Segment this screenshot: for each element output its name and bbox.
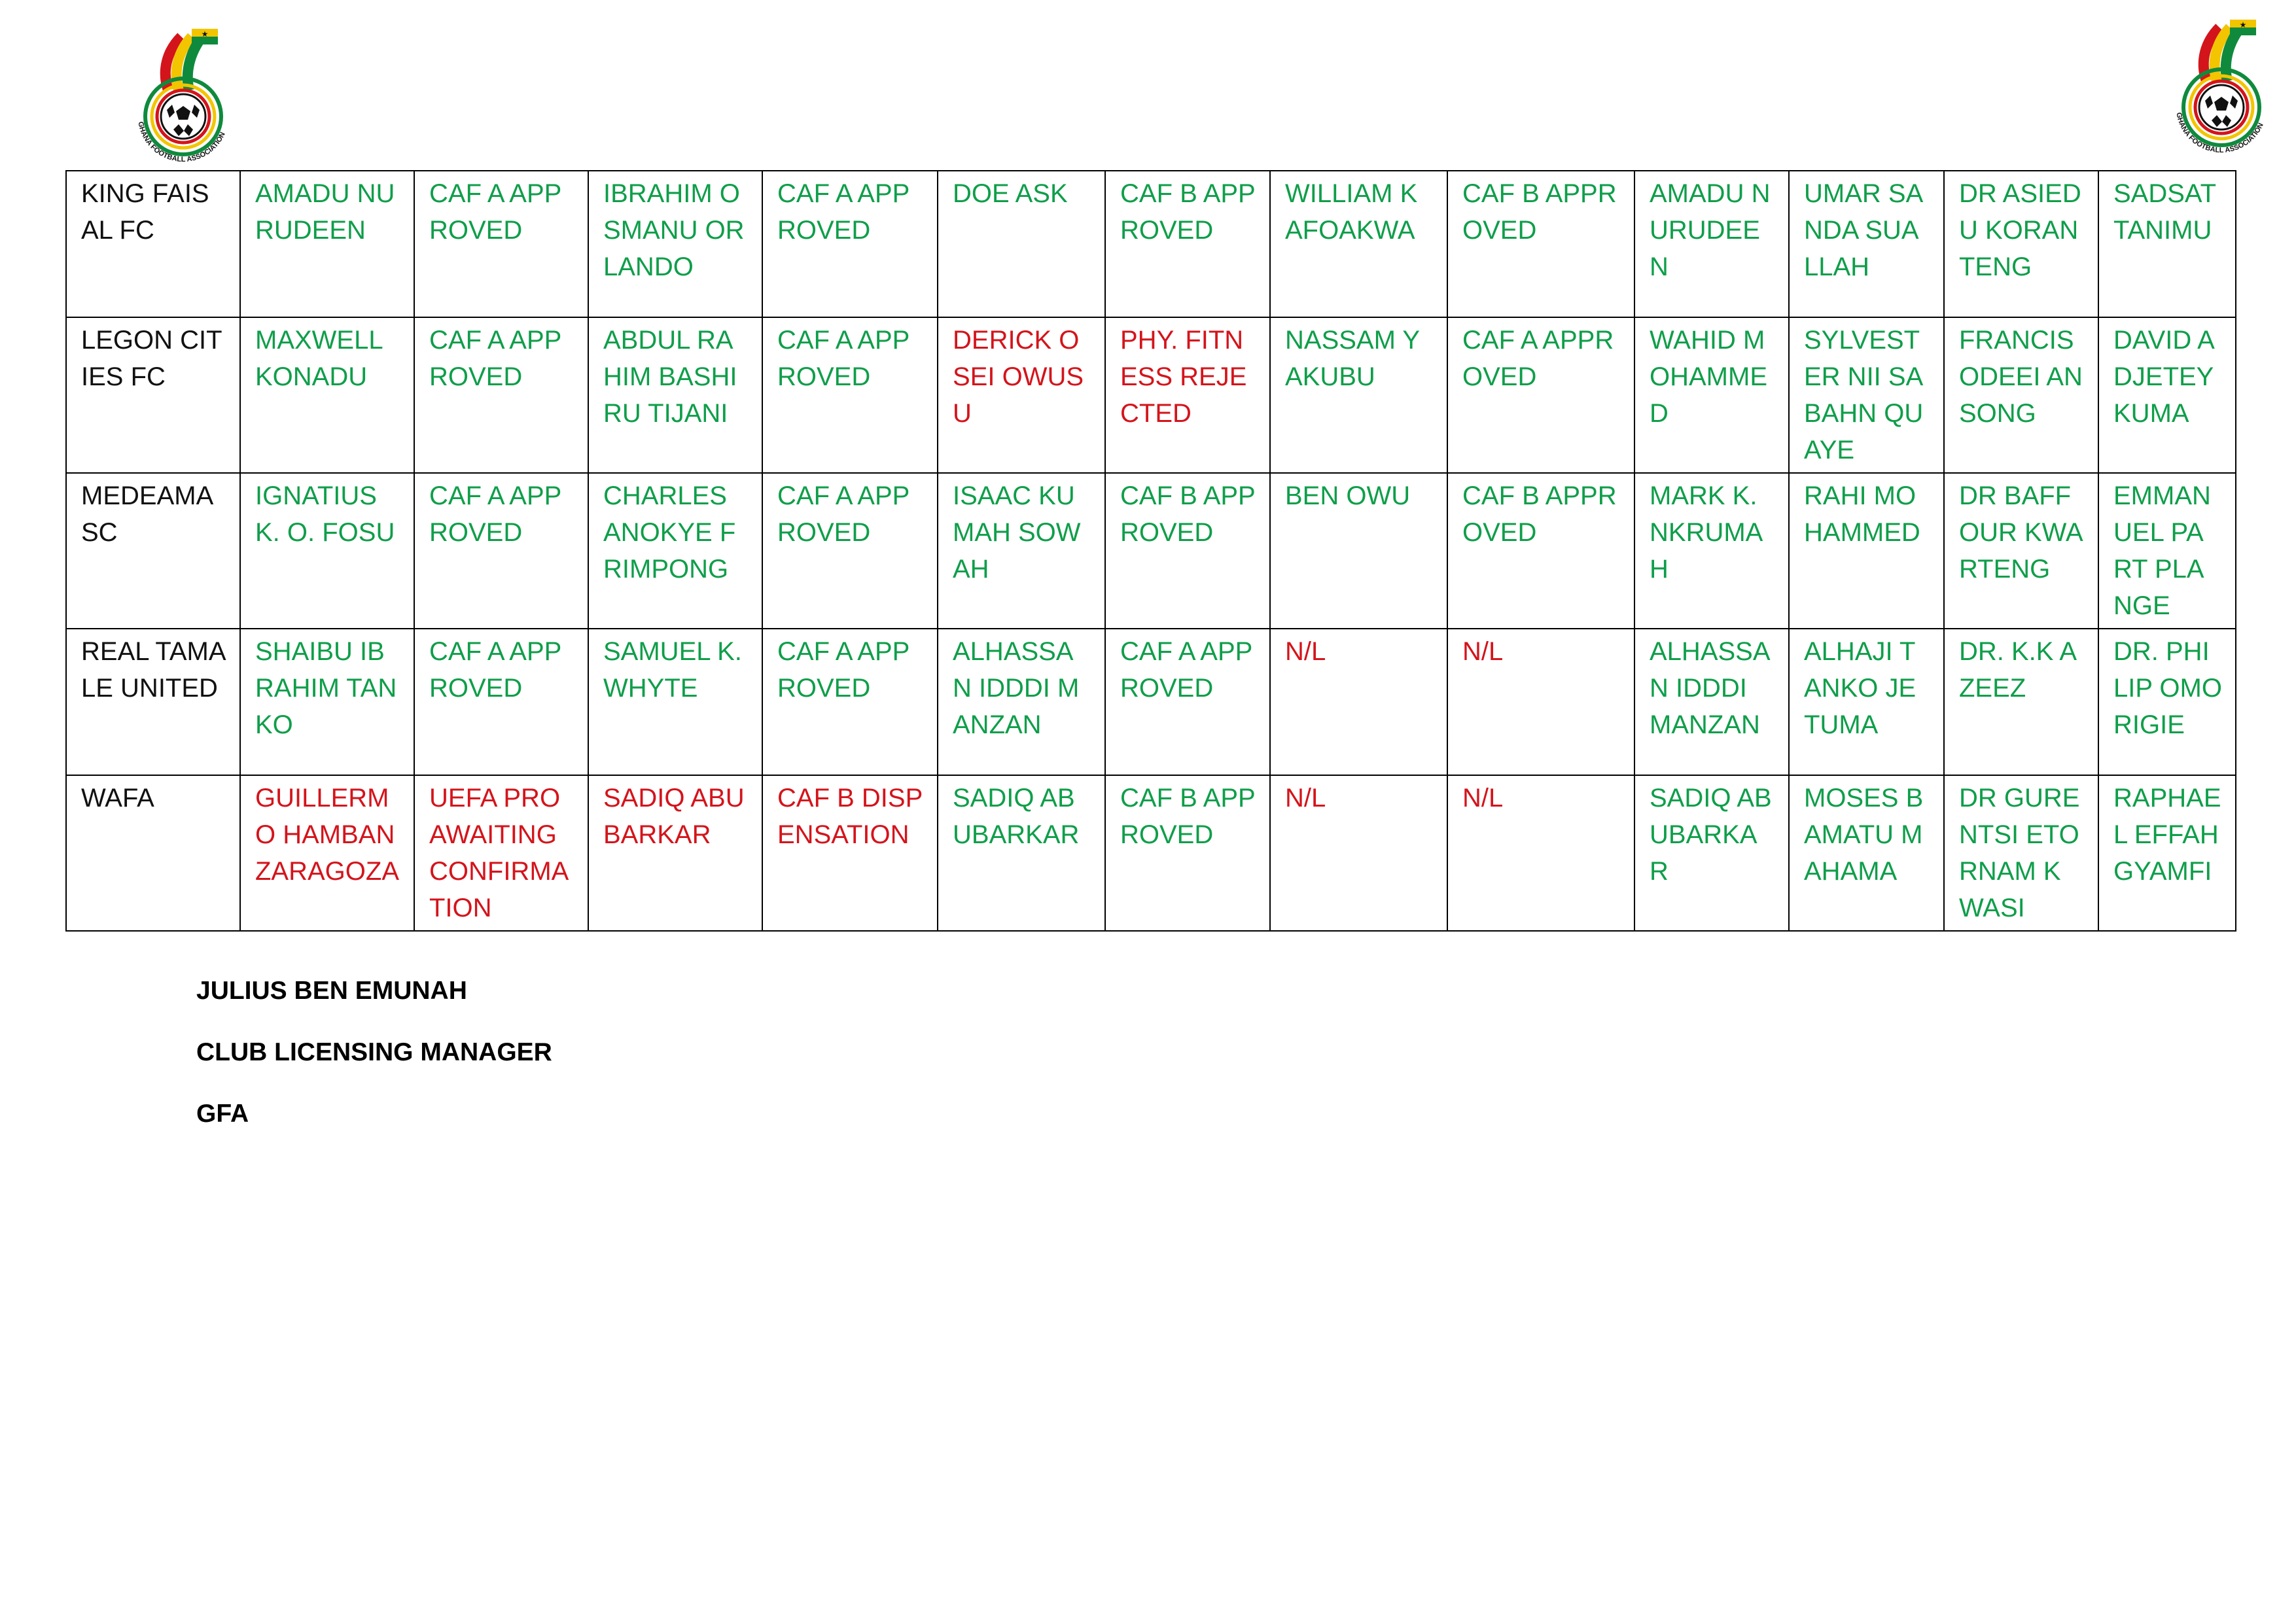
table-cell: CAF A APPROVED	[414, 473, 588, 629]
table-row	[66, 317, 2236, 473]
club-name-cell: REAL TAMALE UNITED	[66, 629, 240, 775]
gfa-logo-right	[2159, 16, 2284, 153]
table-cell: SADIQ ABUBARKAR	[1634, 775, 1789, 931]
table-cell: SADIQ ABUBARKAR	[938, 775, 1105, 931]
table-cell: NASSAM YAKUBU	[1270, 317, 1447, 473]
table-cell: SADSAT TANIMU	[2098, 171, 2236, 317]
gfa-logo-left	[121, 25, 245, 162]
table-cell: CAF A APPROVED	[762, 629, 938, 775]
table-cell: BEN OWU	[1270, 473, 1447, 629]
svg-text:★: ★	[201, 29, 209, 39]
svg-text:GHANA FOOTBALL ASSOCIATION: GHANA FOOTBALL ASSOCIATION	[136, 120, 227, 162]
signatory-title: CLUB LICENSING MANAGER	[196, 1038, 552, 1066]
table-cell: DAVID ADJETEY KUMA	[2098, 317, 2236, 473]
svg-text:GHANA FOOTBALL ASSOCIATION: GHANA FOOTBALL ASSOCIATION	[2174, 111, 2265, 153]
table-cell: DR BAFFOUR KWARTENG	[1944, 473, 2098, 629]
table-cell: CAF A APPROVED	[1105, 629, 1270, 775]
table-cell: WAHID MOHAMMED	[1634, 317, 1789, 473]
signature-block	[196, 971, 552, 1156]
club-name-cell: WAFA	[66, 775, 240, 931]
table-cell: AMADU NURUDEEN	[1634, 171, 1789, 317]
table-cell: CAF A APPROVED	[762, 473, 938, 629]
table-cell: CAF A APPROVED	[414, 629, 588, 775]
table-cell: AMADU NURUDEEN	[240, 171, 414, 317]
table-cell: N/L	[1447, 629, 1634, 775]
table-cell: CHARLES ANOKYE FRIMPONG	[588, 473, 762, 629]
table-cell: DR ASIEDU KORANTENG	[1944, 171, 2098, 317]
table-cell: FRANCIS ODEEI ANSONG	[1944, 317, 2098, 473]
table-cell: ABDUL RAHIM BASHIRU TIJANI	[588, 317, 762, 473]
table-cell: CAF B APPROVED	[1105, 775, 1270, 931]
signatory-name: JULIUS BEN EMUNAH	[196, 977, 467, 1005]
table-cell: CAF B APPROVED	[1447, 473, 1634, 629]
table-cell: CAF A APPROVED	[414, 317, 588, 473]
table-cell: DOE ASK	[938, 171, 1105, 317]
table-cell: IBRAHIM OSMANU ORLANDO	[588, 171, 762, 317]
table-cell: EMMANUEL PART PLANGE	[2098, 473, 2236, 629]
club-name-cell: KING FAISAL FC	[66, 171, 240, 317]
table-cell: MOSES BAMATU MAHAMA	[1789, 775, 1944, 931]
table-cell: CAF B APPROVED	[1105, 473, 1270, 629]
table-cell: N/L	[1270, 775, 1447, 931]
table-cell: DR GURENTSI ETORNAM KWASI	[1944, 775, 2098, 931]
table-cell: DERICK OSEI OWUSU	[938, 317, 1105, 473]
table-cell: PHY. FITNESS REJECTED	[1105, 317, 1270, 473]
table-row	[66, 629, 2236, 775]
table-cell: N/L	[1270, 629, 1447, 775]
table-cell: CAF B DISPENSATION	[762, 775, 938, 931]
table-row	[66, 171, 2236, 317]
table-cell: MAXWELL KONADU	[240, 317, 414, 473]
table-cell: SHAIBU IBRAHIM TANKO	[240, 629, 414, 775]
table-cell: RAPHAEL EFFAH GYAMFI	[2098, 775, 2236, 931]
table-row	[66, 775, 2236, 931]
table-cell: ISAAC KUMAH SOWAH	[938, 473, 1105, 629]
table-cell: UEFA PRO AWAITING CONFIRMATION	[414, 775, 588, 931]
club-licensing-table	[65, 170, 2236, 932]
table-cell: CAF B APPROVED	[1105, 171, 1270, 317]
table-row	[66, 473, 2236, 629]
table-cell: CAF A APPROVED	[414, 171, 588, 317]
table-cell: UMAR SANDA SUALLAH	[1789, 171, 1944, 317]
table-cell: DR. K.K AZEEZ	[1944, 629, 2098, 775]
table-cell: CAF B APPROVED	[1447, 171, 1634, 317]
table-cell: RAHI MOHAMMED	[1789, 473, 1944, 629]
table-cell: SAMUEL K. WHYTE	[588, 629, 762, 775]
signatory-organization: GFA	[196, 1100, 249, 1128]
table-cell: MARK K. NKRUMAH	[1634, 473, 1789, 629]
table-cell: GUILLERMO HAMBAN ZARAGOZA	[240, 775, 414, 931]
table-cell: IGNATIUS K. O. FOSU	[240, 473, 414, 629]
table-cell: ALHASSAN IDDDI MANZAN	[1634, 629, 1789, 775]
club-name-cell: LEGON CITIES FC	[66, 317, 240, 473]
table-cell: DR. PHILIP OMORIGIE	[2098, 629, 2236, 775]
table-cell: WILLIAM K AFOAKWA	[1270, 171, 1447, 317]
club-name-cell: MEDEAMA SC	[66, 473, 240, 629]
table-cell: SADIQ ABUBARKAR	[588, 775, 762, 931]
table-cell: CAF A APPROVED	[762, 317, 938, 473]
table-cell: SYLVESTER NII SABAHN QUAYE	[1789, 317, 1944, 473]
table-body	[66, 171, 2236, 931]
svg-text:★: ★	[2239, 20, 2247, 29]
table-cell: ALHASSAN IDDDI MANZAN	[938, 629, 1105, 775]
table-cell: N/L	[1447, 775, 1634, 931]
table-cell: CAF A APPROVED	[762, 171, 938, 317]
table-cell: ALHAJI TANKO JETUMA	[1789, 629, 1944, 775]
table-cell: CAF A APPROVED	[1447, 317, 1634, 473]
